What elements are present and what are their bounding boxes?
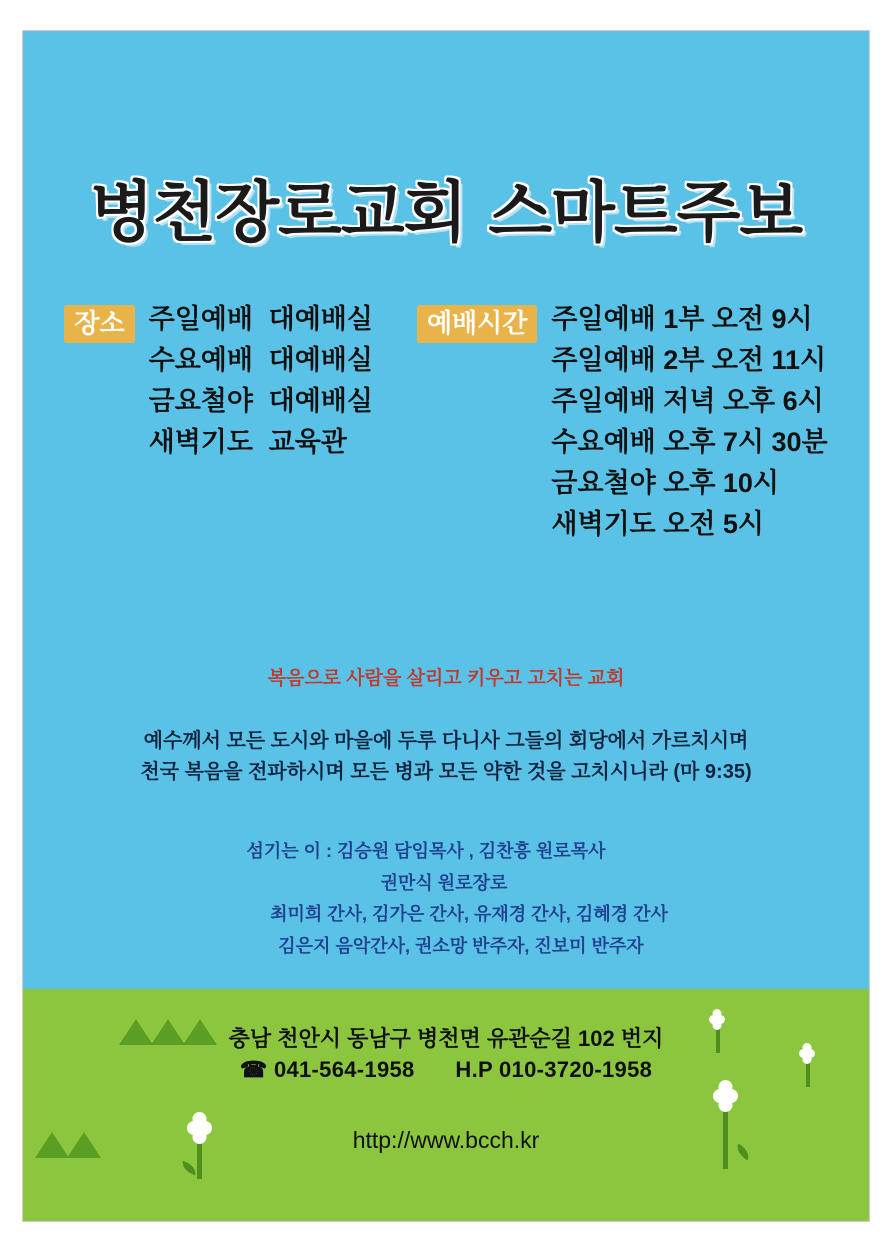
flower-icon (695, 1085, 765, 1185)
phone-icon: ☎ (239, 1057, 268, 1082)
poster (22, 30, 870, 1222)
place-row-service: 금요철야 (148, 386, 253, 417)
place-rows (149, 299, 373, 463)
time-row: 주일예배 1부 오전 9시 (551, 304, 813, 334)
place-row (149, 299, 373, 340)
place-row-service: 주일예배 (148, 304, 253, 334)
verse-line-1: 예수께서 모든 도시와 마을에 두루 다니사 그들의 회당에서 가르치시며 (143, 730, 749, 752)
time-row: 주일예배 저녁 오후 6시 (551, 386, 824, 417)
time-row: 주일예배 2부 오전 11시 (551, 345, 827, 376)
flower-bud-icon (703, 1013, 737, 1057)
staff-line: 섬기는 이 : 김승원 담임목사 , 김찬흥 원로목사 (246, 841, 606, 861)
flower-bud-icon (793, 1047, 827, 1091)
mountain-icon (183, 1019, 217, 1045)
phone-number: 041-564-1958 (273, 1057, 415, 1082)
mobile-number: 010-3720-1958 (499, 1057, 653, 1082)
staff-line: 김은지 음악간사, 권소망 반주자, 진보미 반주자 (278, 935, 644, 956)
time-tag: 예배시간 (417, 305, 537, 343)
verse-line-2: 천국 복음을 전파하시며 모든 병과 모든 약한 것을 고치시니라 (마 9:35) (140, 761, 752, 783)
place-row (149, 340, 373, 381)
mountain-icon (151, 1019, 185, 1045)
place-row-location: 대예배실 (268, 345, 373, 376)
place-row-service: 수요예배 (148, 345, 253, 376)
place-row (149, 422, 373, 463)
contact-line (23, 1057, 869, 1083)
place-row (149, 381, 373, 422)
mountain-icon (67, 1132, 101, 1158)
flower-icon (175, 1119, 235, 1189)
page-title: 병천장로교회 스마트주보 (89, 174, 803, 251)
time-row: 새벽기도 오전 5시 (551, 509, 764, 540)
mountain-icon (119, 1019, 153, 1045)
staff-line: 최미희 간사, 김가은 간사, 유재경 간사, 김혜경 간사 (270, 904, 668, 924)
time-row: 금요철야 오후 10시 (551, 468, 780, 499)
place-row-service: 새벽기도 (148, 427, 253, 458)
place-row-location: 교육관 (268, 427, 347, 458)
place-row-location: 대예배실 (268, 304, 373, 334)
website-url[interactable]: http://www.bcch.kr (352, 1127, 540, 1153)
mountain-icon (35, 1132, 69, 1158)
church-address: 충남 천안시 동남구 병천면 유관순길 102 번지 (228, 1026, 664, 1051)
church-slogan: 복음으로 사람을 살리고 키우고 고치는 교회 (267, 668, 625, 689)
mobile-label: H.P (455, 1057, 493, 1082)
time-column (417, 299, 828, 545)
title-container (23, 159, 869, 254)
place-row-location: 대예배실 (268, 386, 373, 417)
bible-verse (23, 726, 869, 788)
staff-list (23, 836, 869, 962)
place-tag: 장소 (64, 305, 134, 343)
place-column (64, 299, 373, 545)
service-info (23, 299, 869, 545)
footer-band (23, 989, 869, 1221)
staff-line: 권만식 원로장로 (380, 872, 508, 893)
time-row: 수요예배 오후 7시 30분 (551, 427, 828, 458)
time-rows (551, 299, 827, 545)
